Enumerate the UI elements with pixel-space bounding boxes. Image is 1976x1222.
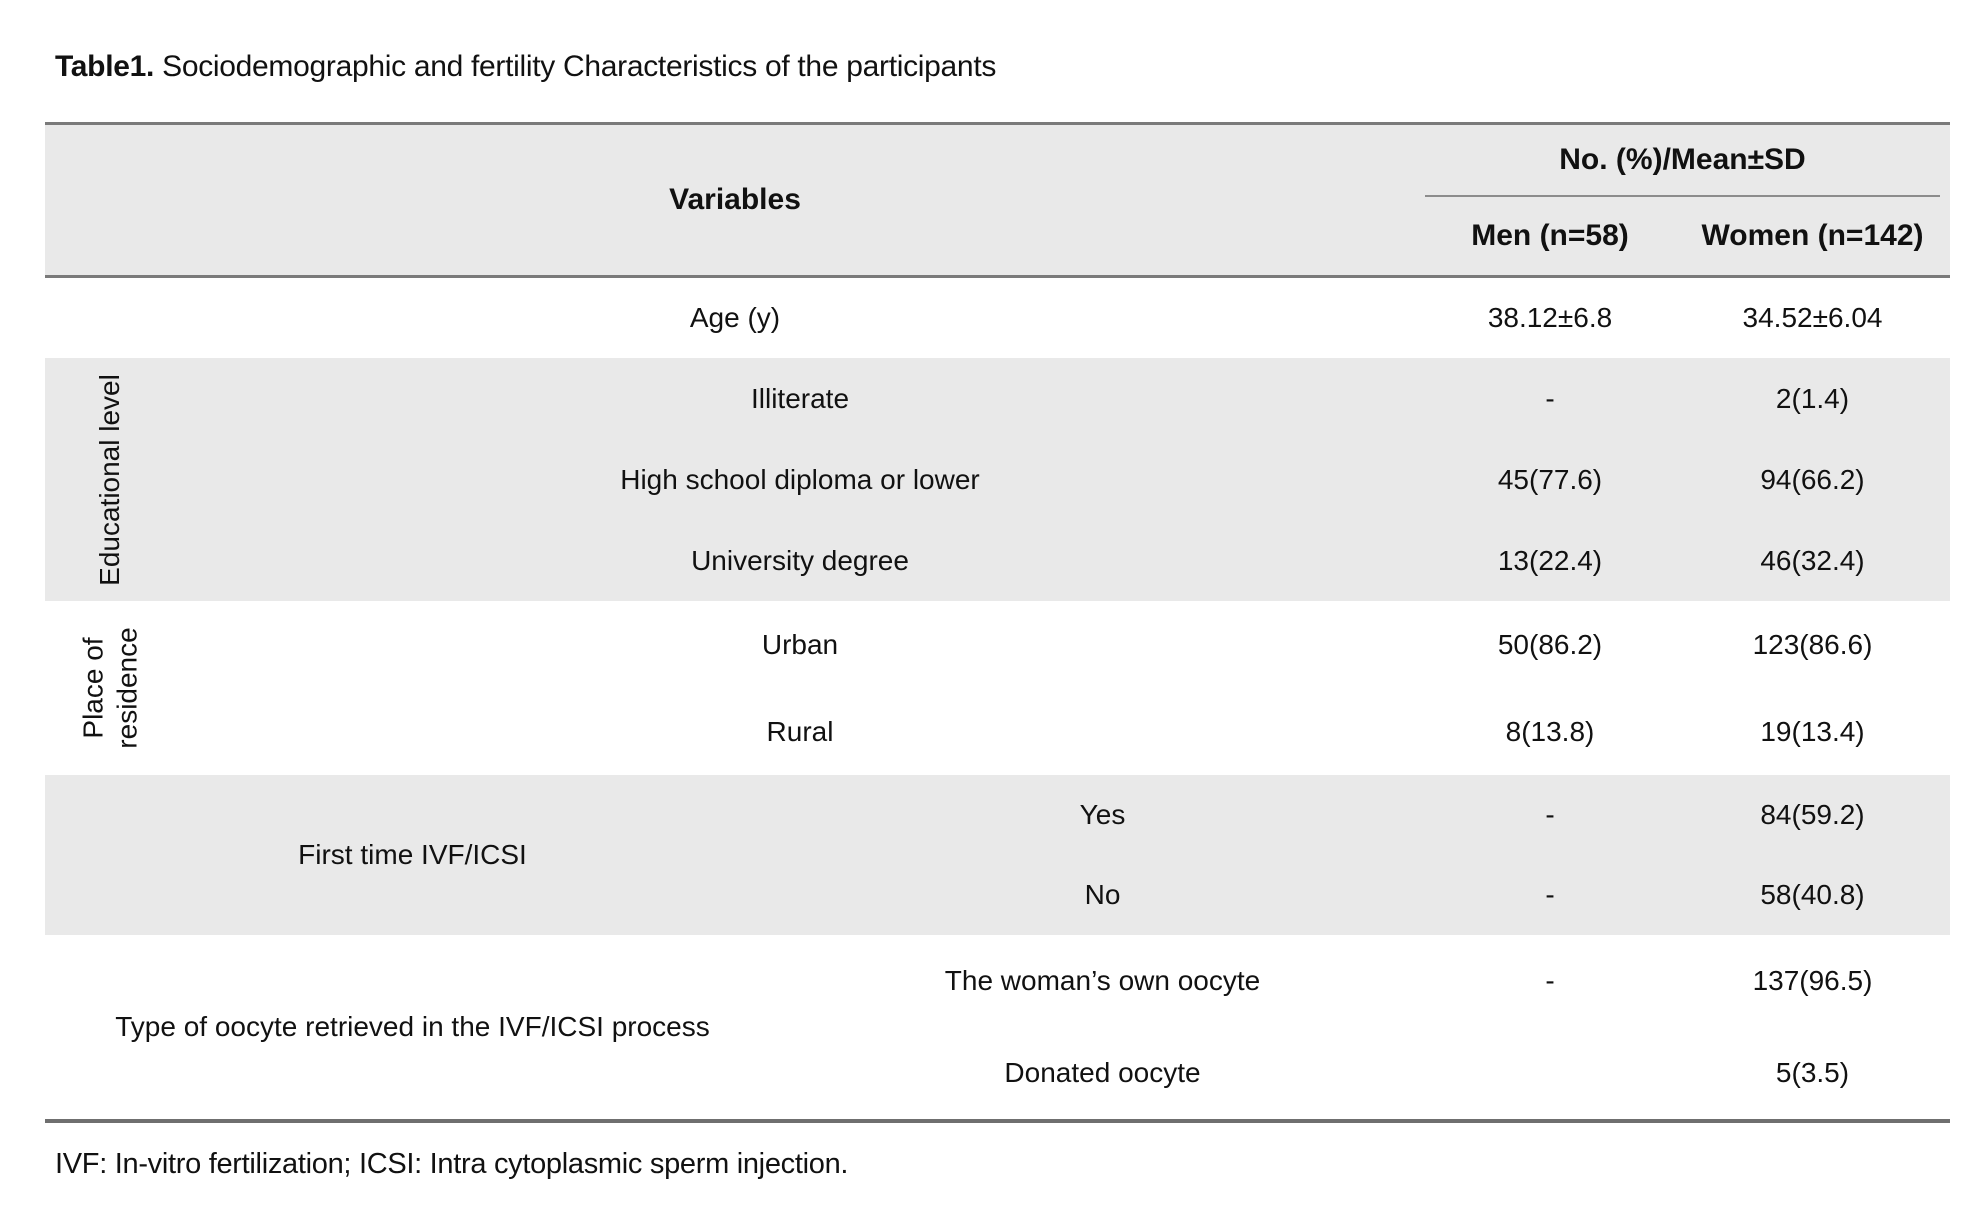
men-value: 13(22.4) — [1497, 544, 1603, 576]
men-value: 38.12±6.8 — [1487, 302, 1613, 333]
women-value: 84(59.2) — [1760, 799, 1865, 830]
men-value: - — [1545, 382, 1555, 414]
women-value: 5(3.5) — [1775, 1057, 1850, 1088]
row-label: Rural — [766, 715, 834, 747]
group-type-of-oocyte — [45, 935, 1950, 1119]
men-value: 50(86.2) — [1497, 628, 1603, 660]
table-row — [175, 688, 1950, 775]
group-label-cell — [45, 358, 175, 601]
table-footnote: IVF: In-vitro fertilization; ICSI: Intra cytoplasmic sperm injection. — [55, 1148, 849, 1180]
group-place-rows — [175, 601, 1950, 775]
group-first-time-ivf-icsi — [45, 775, 1950, 935]
column-subheaders — [1425, 197, 1950, 275]
men-value: - — [1545, 879, 1555, 910]
group-ivf-rows — [780, 775, 1950, 935]
women-value: 34.52±6.04 — [1742, 302, 1883, 333]
men-value: - — [1545, 799, 1555, 830]
group-educational-rows — [175, 358, 1950, 601]
table-title-text: Sociodemographic and fertility Characteristics of the participants — [162, 50, 997, 83]
row-label: Yes — [1079, 799, 1126, 830]
group-label-cell — [45, 601, 175, 775]
column-header-span: No. (%)/Mean±SD — [1425, 125, 1940, 197]
row-label: No — [1084, 879, 1121, 910]
row-label: University degree — [691, 544, 909, 576]
group-oocyte-rows — [780, 935, 1950, 1119]
group-label-first-time-ivf-icsi: First time IVF/ICSI — [298, 839, 527, 870]
table-row — [175, 520, 1950, 601]
column-header-women: Women (n=142) — [1701, 219, 1924, 252]
women-value: 2(1.4) — [1775, 382, 1850, 414]
men-value: 45(77.6) — [1497, 463, 1603, 495]
table-row — [175, 358, 1950, 439]
women-value: 94(66.2) — [1760, 463, 1865, 495]
row-label: Illiterate — [750, 382, 850, 414]
table-title-number: Table1. — [55, 50, 155, 83]
table-row — [175, 439, 1950, 520]
group-label-type-of-oocyte: Type of oocyte retrieved in the IVF/ICSI process — [115, 1011, 710, 1042]
column-header-variables: Variables — [669, 183, 801, 216]
table-row — [780, 935, 1950, 1027]
women-value: 19(13.4) — [1760, 715, 1865, 747]
women-value: 58(40.8) — [1760, 879, 1865, 910]
group-age-rows — [45, 278, 1950, 358]
group-place-of-residence — [45, 601, 1950, 775]
table-header — [45, 125, 1950, 278]
table-row — [175, 601, 1950, 688]
group-educational-level — [45, 358, 1950, 601]
table-row — [780, 855, 1950, 935]
row-label: Donated oocyte — [1004, 1057, 1201, 1088]
table-title — [55, 50, 996, 84]
table-row — [780, 1027, 1950, 1119]
row-label: The woman’s own oocyte — [944, 965, 1261, 996]
men-value: - — [1545, 965, 1555, 996]
group-label-educational-level: Educational level — [94, 373, 126, 586]
row-label: High school diploma or lower — [620, 463, 980, 495]
men-value: 8(13.8) — [1505, 715, 1595, 747]
table-row — [45, 278, 1950, 358]
group-label-place-of-residence: Place of residence — [77, 627, 142, 749]
women-value: 123(86.6) — [1752, 628, 1873, 660]
column-header-group — [1425, 125, 1950, 275]
row-label: Urban — [761, 628, 839, 660]
women-value: 46(32.4) — [1760, 544, 1865, 576]
group-age — [45, 278, 1950, 358]
data-table — [45, 122, 1950, 1123]
row-label: Age (y) — [689, 302, 781, 333]
table-row — [780, 775, 1950, 855]
column-header-men: Men (n=58) — [1471, 219, 1629, 252]
women-value: 137(96.5) — [1752, 965, 1873, 996]
